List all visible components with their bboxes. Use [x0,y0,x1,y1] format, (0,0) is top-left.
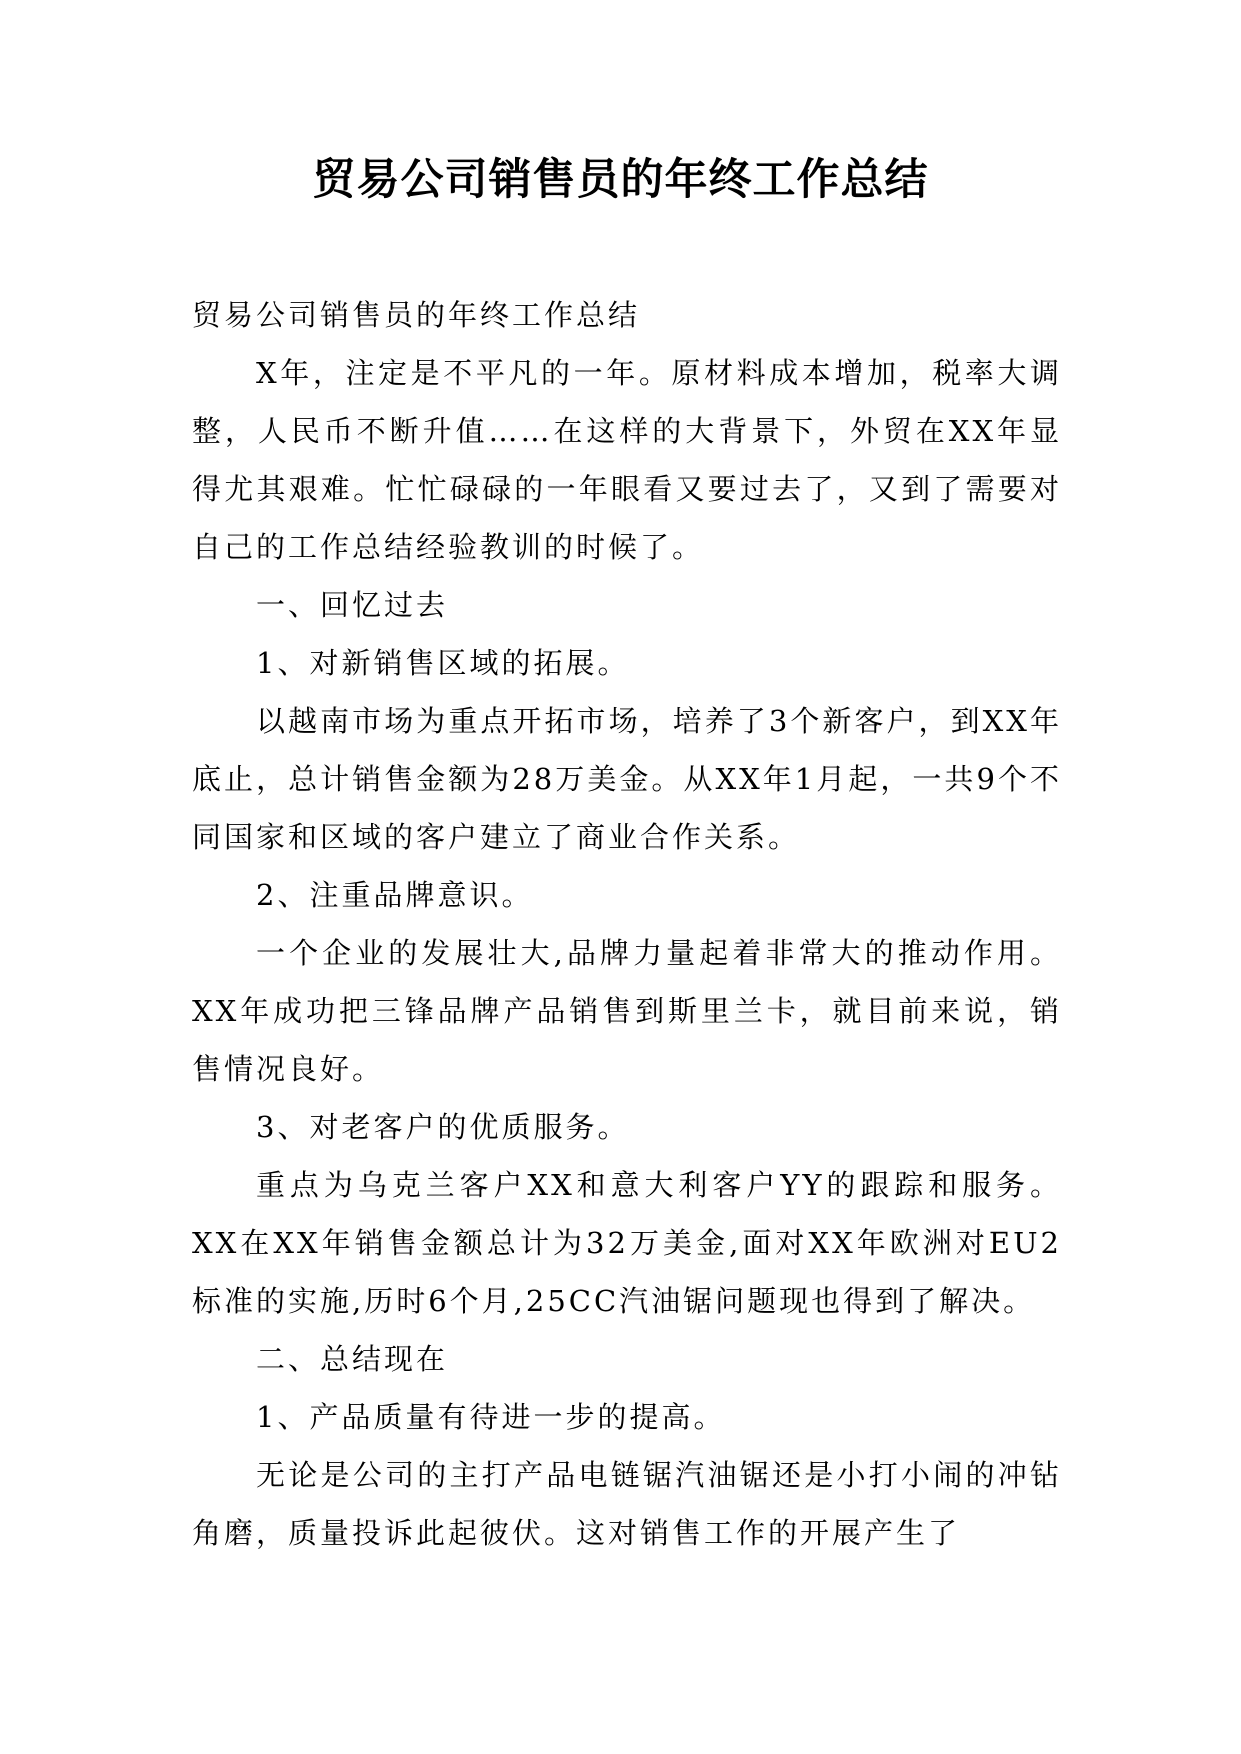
subheading-old-clients: 3、对老客户的优质服务。 [256,1110,630,1144]
subheading-new-regions: 1、对新销售区域的拓展。 [256,646,630,680]
section-heading-past: 一、回忆过去 [256,588,449,622]
section-heading-present: 二、总结现在 [256,1342,449,1376]
paragraph-old-clients: 重点为乌克兰客户XX和意大利客户YY的跟踪和服务。XX在XX年销售金额总计为32万美金,面对XX年欧洲对EU2标准的实施,历时6个月,25CC汽油锯问题现也得到了解决。 [192,1168,1062,1318]
paragraph-new-regions: 以越南市场为重点开拓市场，培养了3个新客户，到XX年底止，总计销售金额为28万美金。从XX年1月起，一共9个不同国家和区域的客户建立了商业合作关系。 [192,704,1062,854]
paragraph-heading-repeat: 贸易公司销售员的年终工作总结 [192,298,641,332]
subheading-brand: 2、注重品牌意识。 [256,878,534,912]
paragraph-intro: X年，注定是不平凡的一年。原材料成本增加，税率大调整，人民币不断升值……在这样的大背景下，外贸在XX年显得尤其艰难。忙忙碌碌的一年眼看又要过去了，又到了需要对自己的工作总结经验教训的时候了。 [192,356,1062,564]
paragraph-brand: 一个企业的发展壮大,品牌力量起着非常大的推动作用。XX年成功把三锋品牌产品销售到斯里兰卡，就目前来说，销售情况良好。 [192,936,1062,1086]
subheading-quality: 1、产品质量有待进一步的提高。 [256,1400,726,1434]
paragraph-quality: 无论是公司的主打产品电链锯汽油锯还是小打小闹的冲钻角磨，质量投诉此起彼伏。这对销售工作的开展产生了 [192,1458,1062,1550]
document-body [192,286,1062,1562]
document-title: 贸易公司销售员的年终工作总结 [312,155,929,205]
